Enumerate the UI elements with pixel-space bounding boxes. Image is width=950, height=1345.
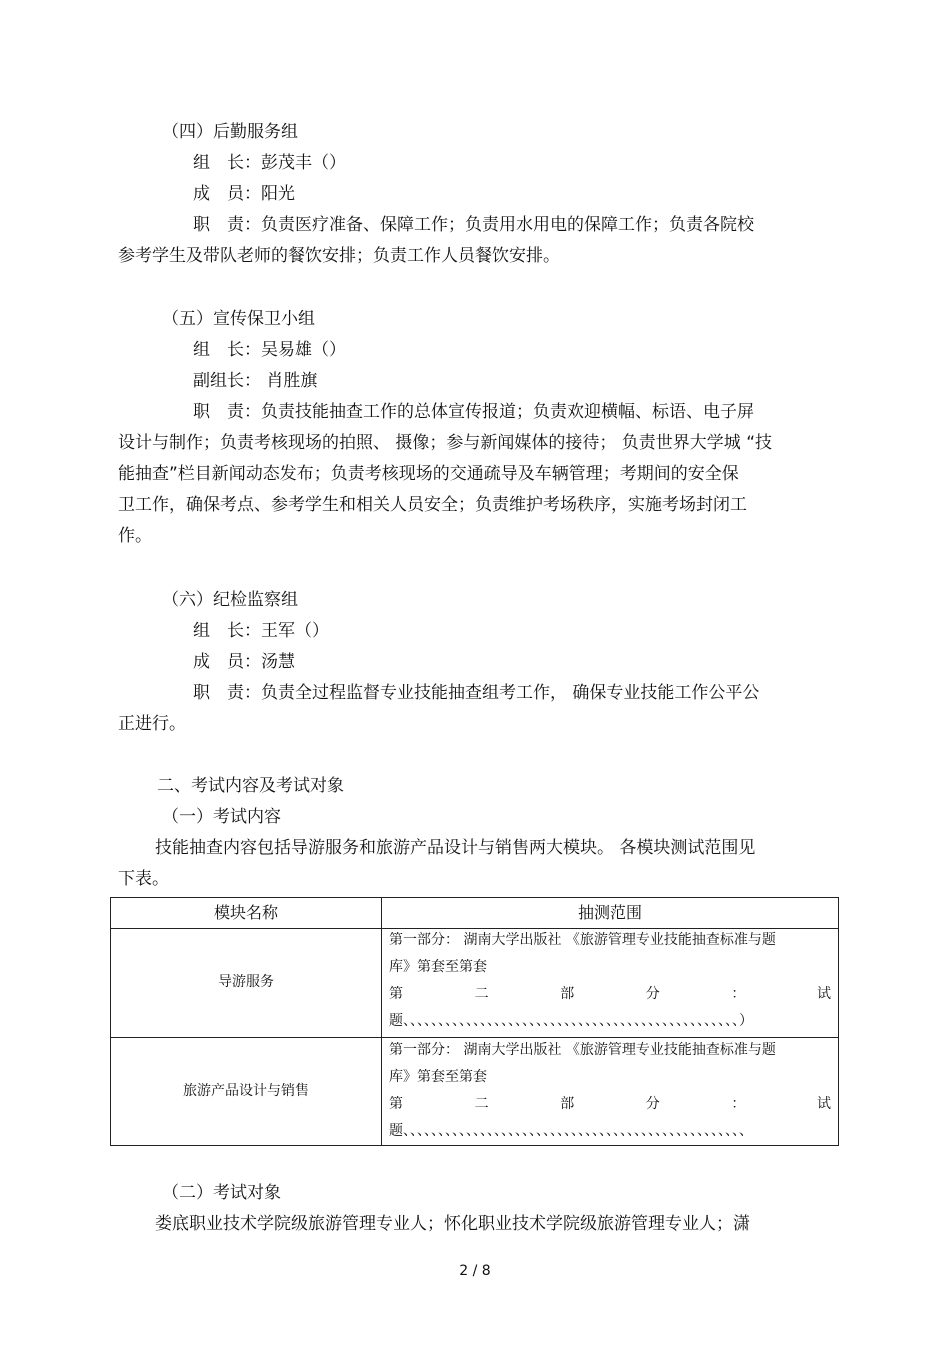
logistics-duty-line: 职 责：负责医疗准备、保障工作；负责用水用电的保障工作；负责各院校: [193, 215, 754, 235]
scope-char: ：: [731, 986, 746, 1002]
publicity-deputy: 副组长： 肖胜旗: [193, 371, 318, 391]
exam-scope-table: [110, 897, 839, 1146]
exam-heading: 二、考试内容及考试对象: [157, 776, 344, 796]
table-cell-module: 旅游产品设计与销售: [183, 1083, 309, 1099]
scope-char: 二: [474, 986, 489, 1002]
scope-char: 试: [816, 1096, 831, 1112]
discipline-leader: 组 长：王军（）: [193, 621, 329, 641]
publicity-duty-line: 作。: [118, 526, 152, 546]
exam-content-title: （一）考试内容: [162, 807, 281, 827]
scope-char: 分: [645, 986, 660, 1002]
exam-content-line: 技能抽查内容包括导游服务和旅游产品设计与销售两大模块。 各模块测试范围见: [155, 838, 756, 858]
table-row-divider: [111, 928, 838, 929]
page-number: 2 / 8: [459, 1263, 491, 1279]
publicity-duty-line: 能抽查”栏目新闻动态发布；负责考核现场的交通疏导及车辆管理；考期间的安全保: [118, 464, 739, 484]
scope-char: 部: [560, 986, 575, 1002]
scope-char: ：: [731, 1096, 746, 1112]
table-cell-scope-spread: [389, 1094, 831, 1114]
logistics-leader: 组 长：彭茂丰（）: [193, 153, 346, 173]
discipline-duty-line: 正进行。: [118, 714, 186, 734]
table-cell-scope-line: 第一部分： 湖南大学出版社 《旅游管理专业技能抽查标准与题: [389, 1042, 776, 1058]
publicity-duty-line: 设计与制作；负责考核现场的拍照、 摄像；参与新闻媒体的接待； 负责世界大学城 “技: [118, 433, 773, 453]
discipline-duty-line: 职 责：负责全过程监督专业技能抽查组考工作， 确保专业技能工作公平公: [193, 683, 760, 703]
table-header-module: 模块名称: [213, 903, 278, 922]
table-cell-scope-line: 库》第套至第套: [389, 959, 487, 975]
table-cell-module: 导游服务: [218, 974, 274, 990]
scope-char: 第: [389, 1096, 403, 1112]
logistics-members: 成 员：阳光: [193, 184, 295, 204]
exam-target-title: （二）考试对象: [162, 1183, 281, 1203]
scope-char: 分: [645, 1096, 660, 1112]
publicity-duty-line: 职 责：负责技能抽查工作的总体宣传报道；负责欢迎横幅、标语、电子屏: [193, 402, 754, 422]
table-header-scope: 抽测范围: [577, 903, 642, 922]
exam-content-line: 下表。: [118, 869, 169, 889]
logistics-duty-line: 参考学生及带队老师的餐饮安排；负责工作人员餐饮安排。: [118, 246, 560, 266]
scope-char: 试: [816, 986, 831, 1002]
table-row-divider: [111, 1037, 838, 1038]
table-cell-scope-line: 题、、、、、、、、、、、、、、、、、、、、、、、、、、、、、、、、、、、、、、、、、、、、、、、、）: [389, 1013, 753, 1029]
section-title-publicity: （五）宣传保卫小组: [162, 309, 315, 329]
section-title-logistics: （四）后勤服务组: [162, 122, 298, 142]
exam-target-line: 娄底职业技术学院级旅游管理专业人；怀化职业技术学院级旅游管理专业人；潇: [155, 1214, 750, 1234]
table-cell-scope-line: 第一部分： 湖南大学出版社 《旅游管理专业技能抽查标准与题: [389, 932, 776, 948]
scope-char: 部: [560, 1096, 575, 1112]
publicity-leader: 组 长：吴易雄（）: [193, 340, 346, 360]
table-column-divider: [381, 898, 382, 1145]
scope-char: 二: [474, 1096, 489, 1112]
publicity-duty-line: 卫工作，确保考点、参考学生和相关人员安全；负责维护考场秩序，实施考场封闭工: [118, 495, 747, 515]
table-cell-scope-spread: [389, 984, 831, 1004]
table-cell-scope-line: 库》第套至第套: [389, 1069, 487, 1085]
table-cell-scope-line: 题、、、、、、、、、、、、、、、、、、、、、、、、、、、、、、、、、、、、、、、、、、、、、、、、、: [389, 1123, 753, 1139]
section-title-discipline: （六）纪检监察组: [162, 590, 298, 610]
discipline-members: 成 员：汤慧: [193, 652, 295, 672]
scope-char: 第: [389, 986, 403, 1002]
